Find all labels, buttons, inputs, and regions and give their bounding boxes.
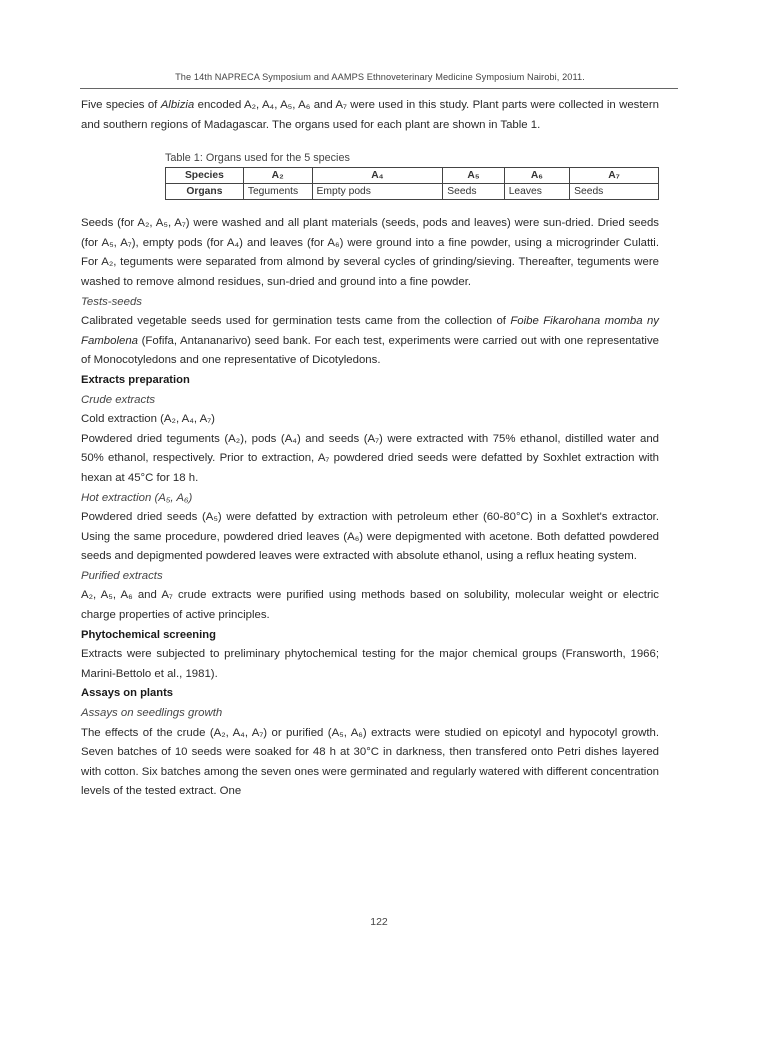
phytochemical-heading: Phytochemical screening xyxy=(81,628,216,641)
intro-text-end: encoded A₂, A₄, A₅, A₆ and A₇ were used in this study. Plant parts were collected in western and southern regions of Madagascar. The organs used for each plant are shown in Table 1. xyxy=(81,99,659,131)
hot-extraction-heading: Hot extraction (A₅, A₆) xyxy=(81,491,193,504)
cold-extraction-paragraph: Powdered dried teguments (A₂), pods (A₄) and seeds (A₇) were extracted with 75% ethanol, distilled water and 50% ethanol, respectively. Prior to extraction, A₇ powdered dried seeds were defatted by Soxhlet extraction with hexan at 45°C for 18 h. xyxy=(81,432,659,484)
row-header-species: Species xyxy=(166,168,244,184)
table-row-organs xyxy=(166,184,659,200)
organ-cell: Leaves xyxy=(504,184,569,200)
table-row-species xyxy=(166,168,659,184)
species-cell: A₄ xyxy=(312,168,443,184)
tests-seeds-paragraph xyxy=(81,312,659,371)
assays-heading: Assays on plants xyxy=(81,687,174,700)
intro-text-start: Five species of xyxy=(81,99,161,111)
species-cell: A₂ xyxy=(243,168,312,184)
purified-extracts-paragraph: A₂, A₅, A₆ and A₇ crude extracts were purified using methods based on solubility, molecular weight or electric charge properties of active principles. xyxy=(81,589,659,622)
species-cell: A₅ xyxy=(443,168,504,184)
tests-seeds-heading: Tests-seeds xyxy=(81,295,142,308)
crude-extracts-heading: Crude extracts xyxy=(81,393,156,406)
seed-bank-name: Foibe Fikarohana momba ny Fambolena xyxy=(81,315,659,347)
species-cell: A₇ xyxy=(570,168,659,184)
assays-paragraph: The effects of the crude (A₂, A₄, A₇) or purified (A₅, A₆) extracts were studied on epicotyl and hypocotyl growth. Seven batches of 10 seeds were soaked for 48 h at 30°C in darkness, then transfered onto Petri dishes layered with cotton. Six batches among the seven ones were germinated and regularly watered with different concentration levels of the tested extract. One xyxy=(81,726,659,798)
hot-extraction-paragraph: Powdered dried seeds (A₅) were defatted by extraction with petroleum ether (60-80°C) in a Soxhlet's extractor. Using the same procedure, powdered dried leaves (A₆) were depigmented with acetone. Both defatted powdered seeds and depigmented powdered leaves were extracted with absolute ethanol, using a reflux heating system. xyxy=(81,511,659,563)
organ-cell: Teguments xyxy=(243,184,312,200)
tests-seeds-text-end: (Fofifa, Antananarivo) seed bank. For each test, experiments were carried out with one representative of Monocotyledons and one representative of Dicotyledons. xyxy=(81,334,659,367)
purified-extracts-heading: Purified extracts xyxy=(81,569,163,582)
extracts-heading: Extracts preparation xyxy=(81,373,190,386)
seedlings-growth-heading: Assays on seedlings growth xyxy=(81,707,223,720)
table-caption: Table 1: Organs used for the 5 species xyxy=(165,152,350,165)
intro-paragraph xyxy=(81,96,659,135)
page-number: 122 xyxy=(370,916,388,928)
species-cell: A₆ xyxy=(504,168,569,184)
header-rule xyxy=(80,88,678,89)
phytochemical-paragraph: Extracts were subjected to preliminary phytochemical testing for the major chemical groups (Fransworth, 1966; Marini-Bettolo et al., 1981). xyxy=(81,648,659,680)
organs-table xyxy=(165,167,659,200)
tests-seeds-text-start: Calibrated vegetable seeds used for germination tests came from the collection of xyxy=(81,315,511,328)
running-header: The 14th NAPRECA Symposium and AAMPS Ethnoveterinary Medicine Symposium Nairobi, 2011. xyxy=(175,72,585,82)
row-header-organs: Organs xyxy=(166,184,244,200)
cold-extraction-heading: Cold extraction (A₂, A₄, A₇) xyxy=(81,413,215,426)
organ-cell: Seeds xyxy=(443,184,504,200)
organ-cell: Empty pods xyxy=(312,184,443,200)
genus-name: Albizia xyxy=(160,99,195,111)
materials-paragraph: Seeds (for A₂, A₅, A₇) were washed and all plant materials (seeds, pods and leaves) were sun-dried. Dried seeds (for A₅, A₇), empty pods (for A₄) and leaves (for A₆) were ground into a fine powder, using a microgrinder Culatti. For A₂, teguments were separated from almond by several cycles of grinding/sieving. Thereafter, teguments were washed to remove almond residues, sun-dried and ground into a fine powder. xyxy=(81,217,659,288)
organ-cell: Seeds xyxy=(570,184,659,200)
body-text xyxy=(81,96,659,802)
